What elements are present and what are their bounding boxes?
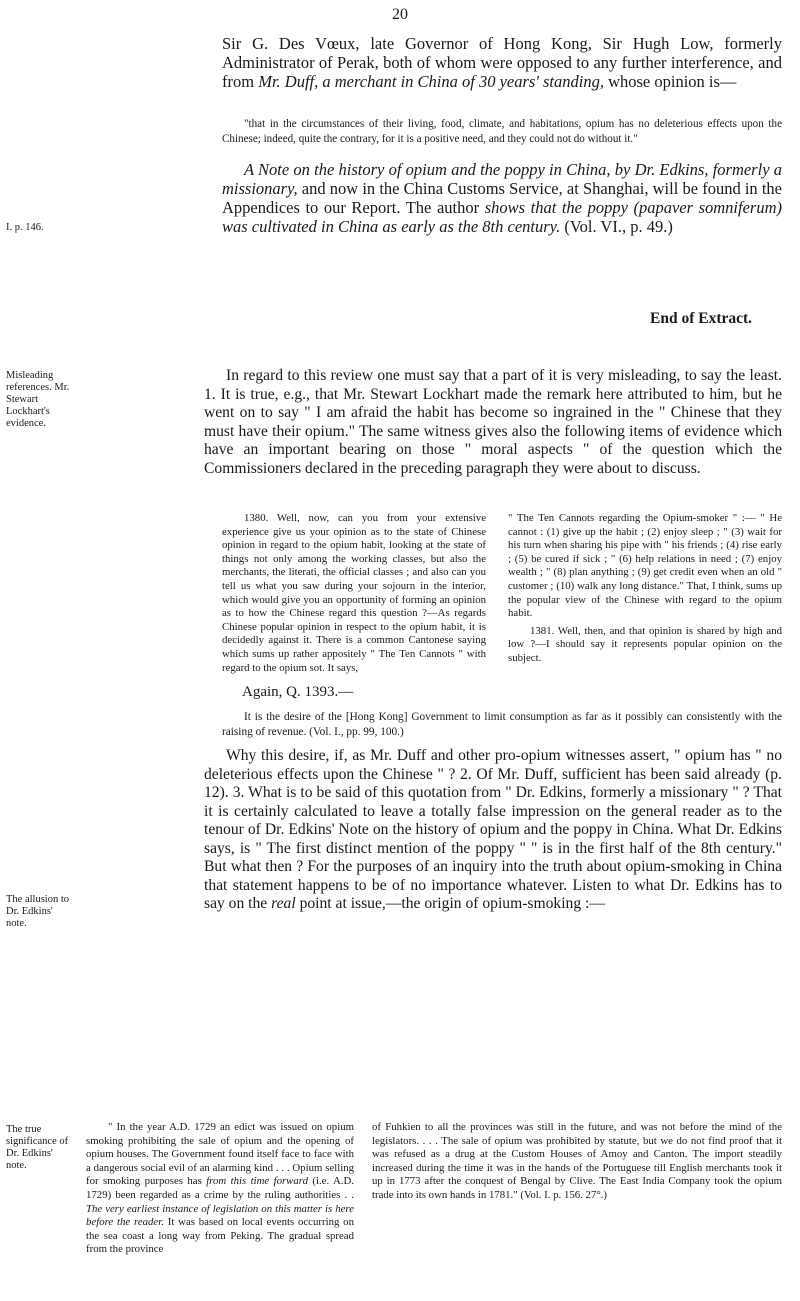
note-italic-b: shows that the poppy (papaver somniferum) was cultivated in China as early as the 8th century. <box>222 198 782 236</box>
edkins-left-column <box>86 1121 354 1257</box>
page-number: 20 <box>392 6 408 23</box>
government-quote: It is the desire of the [Hong Kong] Government to limit consumption as far as it possibly can consistently with the raising of revenue. (Vol. I., pp. 99, 100.) <box>222 711 782 738</box>
intro-tail: whose opinion is— <box>603 72 737 91</box>
note-passage <box>222 160 782 236</box>
evidence-q1381: 1381. Well, then, and that opinion is shared by high and low ?—I should say it represents popular opinion on the subject. <box>508 624 782 664</box>
ten-cannots: " The Ten Cannots regarding the Opium-smoker " :— " He cannot : (1) give up the habit ; (2) enjoy sleep ; " (3) wait for his turn when sharing his pipe with " his friends ; (4) rise early ; (5) be cured if sick ; " (6) help relations in need ; (7) enjoy wealth ; " (8) plan anything ; (9) get credit even when an old " customer ; (10) walk any long distance." That, I think, sums up the popular view of the Chinese with regard to the opium habit. <box>508 512 782 620</box>
intro-quote: "that in the circumstances of their living, food, climate, and habitations, opium has no deleterious effects upon the Chinese; indeed, quite the contrary, for it is a positive need, and they could not do without it." <box>222 118 782 145</box>
note-plain-b: (Vol. VI., p. 49.) <box>560 217 673 236</box>
edkins-left-b: (i.e. A.D. 1729) been regarded as a crime by the ruling authorities . . <box>86 1175 354 1201</box>
edkins-left-italic-a: from this time forward <box>206 1175 308 1188</box>
edkins-right-column: of Fuhkien to all the provinces was still in the future, and was not before the mind of the legislators. . . . The sale of opium was prohibited by statute, but we do not find proof that it was refused as a drug at the Custom Houses of Amoy and Canton. The import steadily increased during the time it was in the hands of the Portuguese till English merchants took it up in 1773 after the conquest of Bengal by Clive. The East India Company took the opium trade into its own hands in 1781." (Vol. I. p. 156. 27°.) <box>372 1121 782 1201</box>
margin-note-ref: I. p. 146. <box>6 222 44 233</box>
edkins-left-italic-b: The very earliest instance of legislation on this matter is here before the reader. <box>86 1202 354 1229</box>
edkins-left-a: " In the year A.D. 1729 an edict was issued on opium smoking prohibiting the sale of opium and the opening of opium houses. The Government found itself face to face with a dangerous social evil of an alarming kind . . . Opium selling for smoking purposes has <box>86 1121 354 1188</box>
margin-note-misleading: Misleading references. Mr. Stewart Lockhart's evidence. <box>6 370 70 429</box>
para-why-end: point at issue,—the origin of opium-smoking :— <box>295 895 605 912</box>
intro-source: Mr. Duff, a merchant in China of 30 years' standing, <box>258 72 604 91</box>
evidence-left-column: 1380. Well, now, can you from your extensive experience give us your opinion as to the state of Chinese opinion in regard to the opium habit, looking at the state of things not only among the working classes, but also the merchants, the literati, the official classes ; and also can you tell us what you saw during your sojourn in the interior, which would give you an opportunity of forming an opinion as to how the Chinese regard this question ?—As regards Chinese popular opinion in respect to the opium habit, it is decidedly against it. There is a common Cantonese saying which sums up rather appositely " The Ten Cannots " with regard to the opium sot. It says, <box>222 512 486 674</box>
para-misleading: In regard to this review one must say that a part of it is very misleading, to say the least. 1. It is true, e.g., that Mr. Stewart Lockhart made the remark here attributed to him, but he went on to say " I am afraid the habit has become so ingrained in the " Chinese that they must have their opium." The same witness gives also the following items of evidence which have an important bearing on those " moral aspects " of the question which the Commissioners declared in the preceding paragraph they were about to discuss. <box>204 367 782 477</box>
margin-note-significance: The true significance of Dr. Edkins' note. <box>6 1124 69 1171</box>
margin-note-allusion: The allusion to Dr. Edkins' note. <box>6 894 69 929</box>
intro-paragraph <box>222 34 782 91</box>
para-why-body: Why this desire, if, as Mr. Duff and other pro-opium witnesses assert, " opium has " no deleterious effects upon the Chinese " ? 2. Of Mr. Duff, sufficient has been said already (p. 12). 3. What is to be said of this quotation from " Dr. Edkins, formerly a missionary " ? That it is certainly calculated to leave a totally false impression on the general reader as to the tenour of Dr. Edkins' Note on the history of opium and the poppy in China. What Dr. Edkins says, is " The first distinct mention of the poppy " " is in the first half of the 8th century." But what then ? For the purposes of an inquiry into the truth about opium-smoking in China that statement happens to be of no importance whatever. Listen to what Dr. Edkins has to say on the <box>204 747 782 912</box>
end-of-extract: End of Extract. <box>650 310 753 327</box>
evidence-right-column <box>508 512 782 666</box>
edkins-left-c: It was based on local events occurring on the sea coast a long way from Peking. The gradual spread from the province <box>86 1216 354 1256</box>
intro-lead: Sir G. Des Vœux, late Governor of Hong Kong, Sir Hugh Low, formerly Administrator of Perak, both of whom were opposed to any further interference, and from <box>222 34 782 91</box>
note-plain-a: and now in the China Customs Service, at Shanghai, will be found in the Appendices to our Report. The author <box>222 179 782 217</box>
para-why-italic: real <box>271 895 296 912</box>
again-heading: Again, Q. 1393.— <box>242 684 354 700</box>
para-why <box>204 747 782 914</box>
note-italic-a: A Note on the history of opium and the poppy in China, by Dr. Edkins, formerly a missionary, <box>222 160 782 198</box>
